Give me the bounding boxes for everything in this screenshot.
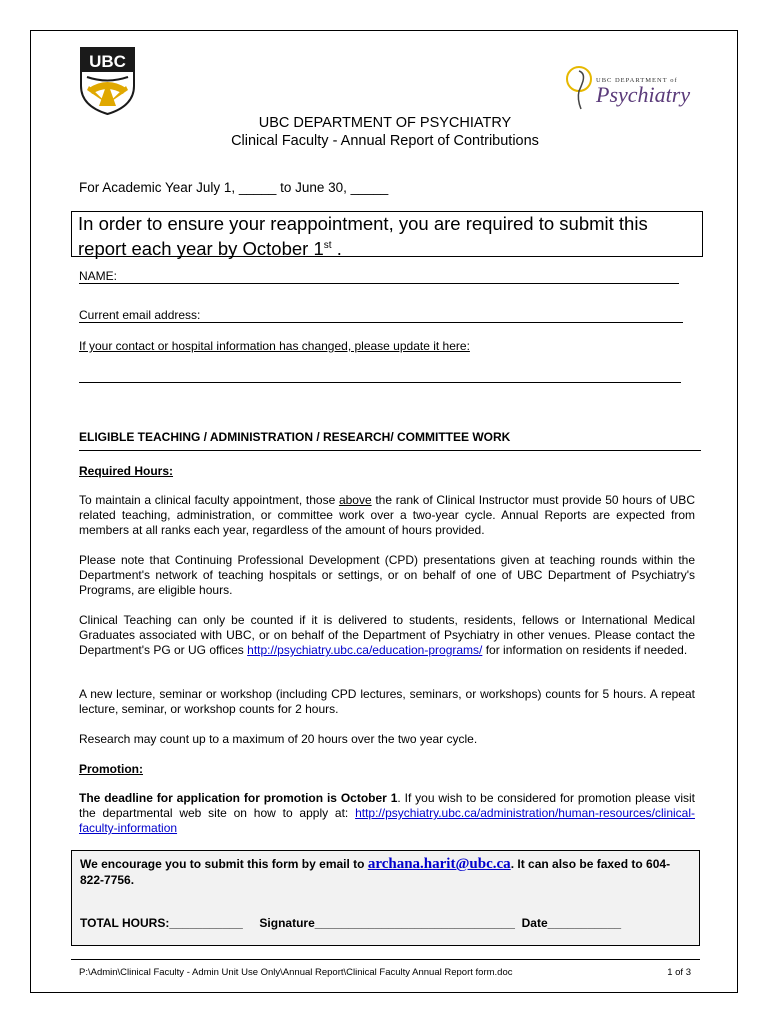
ubc-logo-text: UBC <box>89 52 126 71</box>
footer-file-path: P:\Admin\Clinical Faculty - Admin Unit Use Only\Annual Report\Clinical Faculty Annual Report form.doc <box>79 967 513 978</box>
contact-update-field[interactable] <box>79 382 681 383</box>
totals-signature-line[interactable]: TOTAL HOURS:___________ Signature______________________________ Date___________ <box>80 916 622 930</box>
notice-text-end: . <box>331 238 342 260</box>
email-field[interactable] <box>79 308 683 323</box>
name-label: NAME: <box>79 269 118 283</box>
page-number: 1 of 3 <box>667 967 691 978</box>
required-hours-paragraph-3: Clinical Teaching can only be counted if it is delivered to students, residents, fellows or International Medical Graduates associated with UBC, or on behalf of the Department of Psychiatry in other venues. Please contact the Department's PG or UG offices http://psychiatry.ubc.ca/education-programs/ for information on residents if needed. <box>79 613 695 657</box>
section-heading: ELIGIBLE TEACHING / ADMINISTRATION / RESEARCH/ COMMITTEE WORK <box>79 430 511 444</box>
clinical-faculty-info-link[interactable]: http://psychiatry.ubc.ca/administration/human-resources/clinical-faculty-information <box>79 806 695 835</box>
footer-divider <box>71 959 700 960</box>
page-subtitle: Clinical Faculty - Annual Report of Contributions <box>231 133 539 149</box>
psychiatry-department-logo <box>561 65 691 115</box>
required-hours-paragraph-5: Research may count up to a maximum of 20 hours over the two year cycle. <box>79 732 478 746</box>
required-hours-paragraph-4: A new lecture, seminar or workshop (including CPD lectures, seminars, or workshops) counts for 5 hours. A repeat lecture, seminar, or workshop counts for 2 hours. <box>79 687 695 716</box>
submission-instructions: We encourage you to submit this form by email to archana.harit@ubc.ca. It can also be faxed to 604-822-7756. <box>80 856 671 887</box>
document-page <box>30 30 738 993</box>
page-title: UBC DEPARTMENT OF PSYCHIATRY <box>258 115 512 131</box>
section-divider <box>79 450 701 451</box>
promotion-heading: Promotion: <box>79 762 143 776</box>
promotion-paragraph: The deadline for application for promotion is October 1. If you wish to be considered for promotion please visit the departmental web site on how to apply at: http://psychiatry.ubc.ca/administration/human-resources/clinical-faculty-information <box>79 791 695 835</box>
email-label: Current email address: <box>79 308 201 322</box>
required-hours-paragraph-1: To maintain a clinical faculty appointment, those above the rank of Clinical Instructor must provide 50 hours of UBC related teaching, administration, or committee work over a two-year cycle. Annual Reports are expected from members at all ranks each year, regardless of the amount of hours provided. <box>79 493 695 537</box>
contact-update-label: If your contact or hospital information has changed, please update it here: <box>79 339 470 353</box>
education-programs-link[interactable]: http://psychiatry.ubc.ca/education-programs/ <box>247 643 483 657</box>
ubc-crest-logo <box>79 46 136 116</box>
notice-text: In order to ensure your reappointment, you are required to submit this report each year by October 1 <box>78 213 648 260</box>
submission-box <box>71 850 700 946</box>
required-hours-paragraph-2: Please note that Continuing Professional Development (CPD) presentations given at teaching rounds within the Department's network of teaching hospitals or settings, or on behalf of one of UBC Department of Psychiatry's Programs, are eligible hours. <box>79 553 695 597</box>
submission-email-link[interactable]: archana.harit@ubc.ca <box>367 856 511 872</box>
academic-year-line: For Academic Year July 1, _____ to June 30, _____ <box>79 180 389 195</box>
notice-superscript: st <box>323 240 332 251</box>
psychiatry-logo-big-text: Psychiatry <box>596 82 691 107</box>
psychiatry-logo-small-text: UBC DEPARTMENT of <box>596 77 678 84</box>
required-hours-heading: Required Hours: <box>79 464 174 478</box>
reappointment-notice <box>71 211 703 260</box>
name-field[interactable] <box>79 269 679 284</box>
